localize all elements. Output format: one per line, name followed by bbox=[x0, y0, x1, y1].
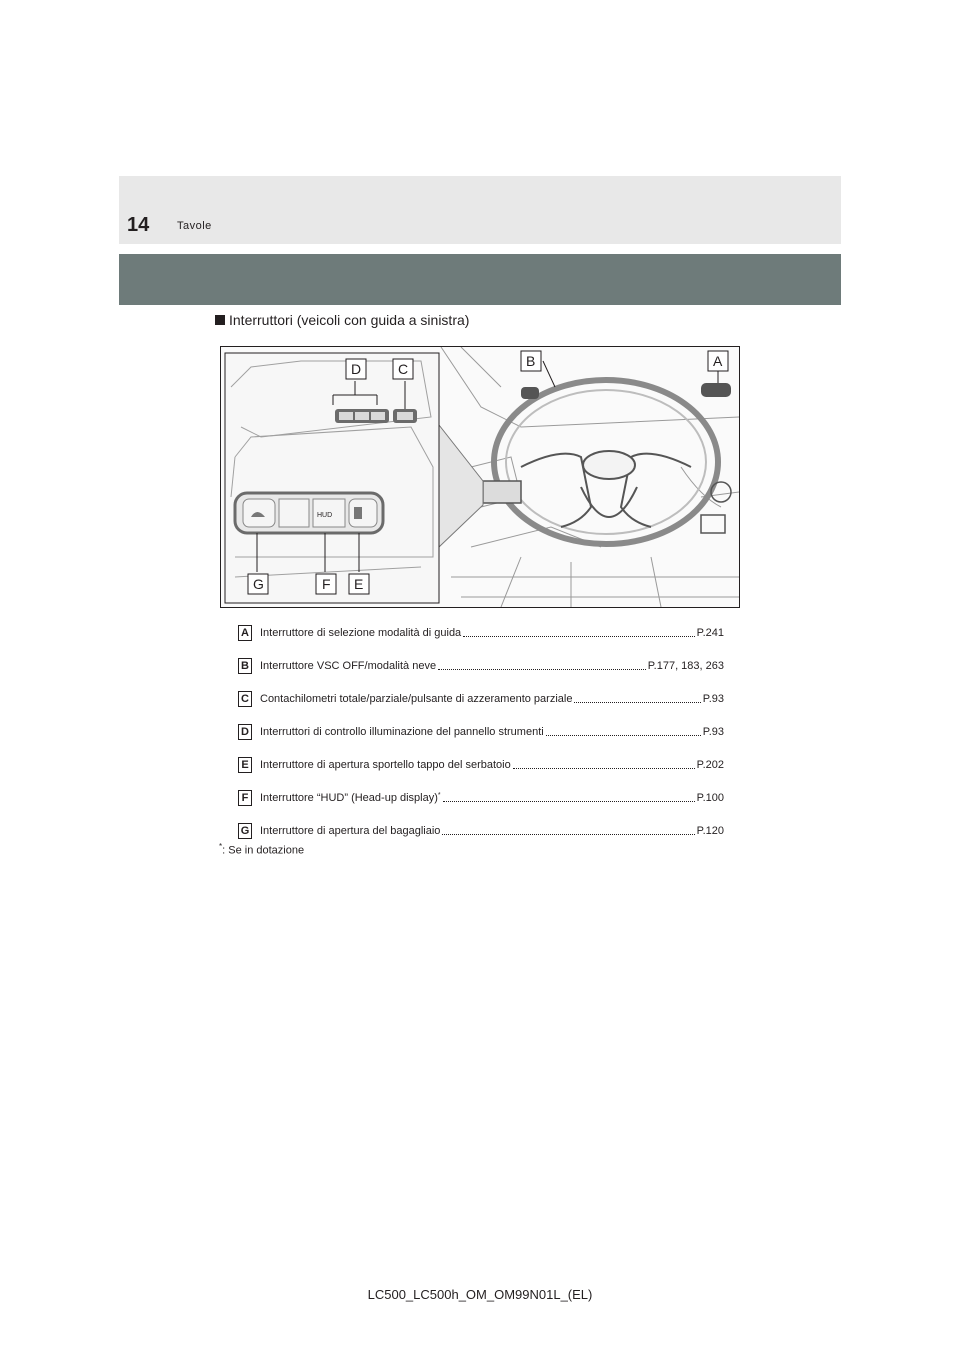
panel-light-switches bbox=[335, 409, 417, 423]
legend-letter: F bbox=[238, 790, 252, 806]
page-reference: P.202 bbox=[696, 758, 724, 771]
footnote-marker: * bbox=[219, 842, 223, 851]
footnote-marker: * bbox=[437, 791, 441, 799]
footnote bbox=[219, 842, 304, 857]
page-reference: P.100 bbox=[696, 791, 724, 804]
dashboard-illustration bbox=[221, 347, 739, 607]
legend-item bbox=[238, 682, 724, 715]
page-reference: P.241 bbox=[696, 626, 724, 639]
steering-wheel bbox=[494, 380, 718, 544]
page-reference: P.120 bbox=[696, 824, 724, 837]
legend-letter: A bbox=[238, 625, 252, 641]
legend-text: Interruttore di selezione modalità di guida bbox=[260, 626, 462, 639]
page-reference: P.93 bbox=[702, 725, 724, 738]
legend-letter: D bbox=[238, 724, 252, 740]
legend-text: Interruttore di apertura sportello tappo del serbatoio bbox=[260, 758, 511, 771]
callout-f: F bbox=[322, 576, 331, 592]
legend-text: Interruttore VSC OFF/modalità neve bbox=[260, 659, 437, 672]
legend-item bbox=[238, 715, 724, 748]
document-code: LC500_LC500h_OM_OM99N01L_(EL) bbox=[367, 1287, 593, 1302]
callout-a: A bbox=[713, 353, 723, 369]
legend-text: Interruttore “HUD” (Head-up display) bbox=[260, 791, 438, 804]
hud-switch-text: HUD bbox=[317, 512, 333, 519]
callout-d: D bbox=[351, 361, 362, 377]
page-reference: P.93 bbox=[702, 692, 724, 705]
legend-text: Contachilometri totale/parziale/pulsante di azzeramento parziale bbox=[260, 692, 573, 705]
hud-trunk-fuel-switches bbox=[235, 493, 383, 533]
bullet-square-icon bbox=[215, 315, 225, 325]
legend-text: Interruttori di controllo illuminazione del pannello strumenti bbox=[260, 725, 544, 738]
callout-e: E bbox=[354, 576, 364, 592]
page-number: 14 bbox=[127, 214, 150, 236]
callout-b: B bbox=[526, 353, 536, 369]
legend-item bbox=[238, 616, 724, 649]
legend-letter: B bbox=[238, 658, 252, 674]
legend-text: Interruttore di apertura del bagagliaio bbox=[260, 824, 441, 837]
subheading bbox=[215, 312, 469, 328]
legend-list bbox=[238, 616, 724, 847]
callout-g: G bbox=[253, 576, 264, 592]
header-band bbox=[119, 176, 841, 244]
legend-letter: E bbox=[238, 757, 252, 773]
footnote-text: : Se in dotazione bbox=[222, 844, 305, 857]
section-banner bbox=[119, 254, 841, 305]
legend-item bbox=[238, 649, 724, 682]
switch-illustration bbox=[220, 346, 740, 608]
page-reference: P.177, 183, 263 bbox=[647, 659, 724, 672]
inset-closeup bbox=[225, 353, 439, 603]
legend-item bbox=[238, 748, 724, 781]
legend-letter: C bbox=[238, 691, 252, 707]
legend-item bbox=[238, 781, 724, 814]
subheading-text: Interruttori (veicoli con guida a sinistra) bbox=[229, 312, 470, 328]
legend-item bbox=[238, 814, 724, 847]
legend-letter: G bbox=[238, 823, 252, 839]
callout-c: C bbox=[398, 361, 409, 377]
section-title: Tavole bbox=[177, 220, 212, 232]
